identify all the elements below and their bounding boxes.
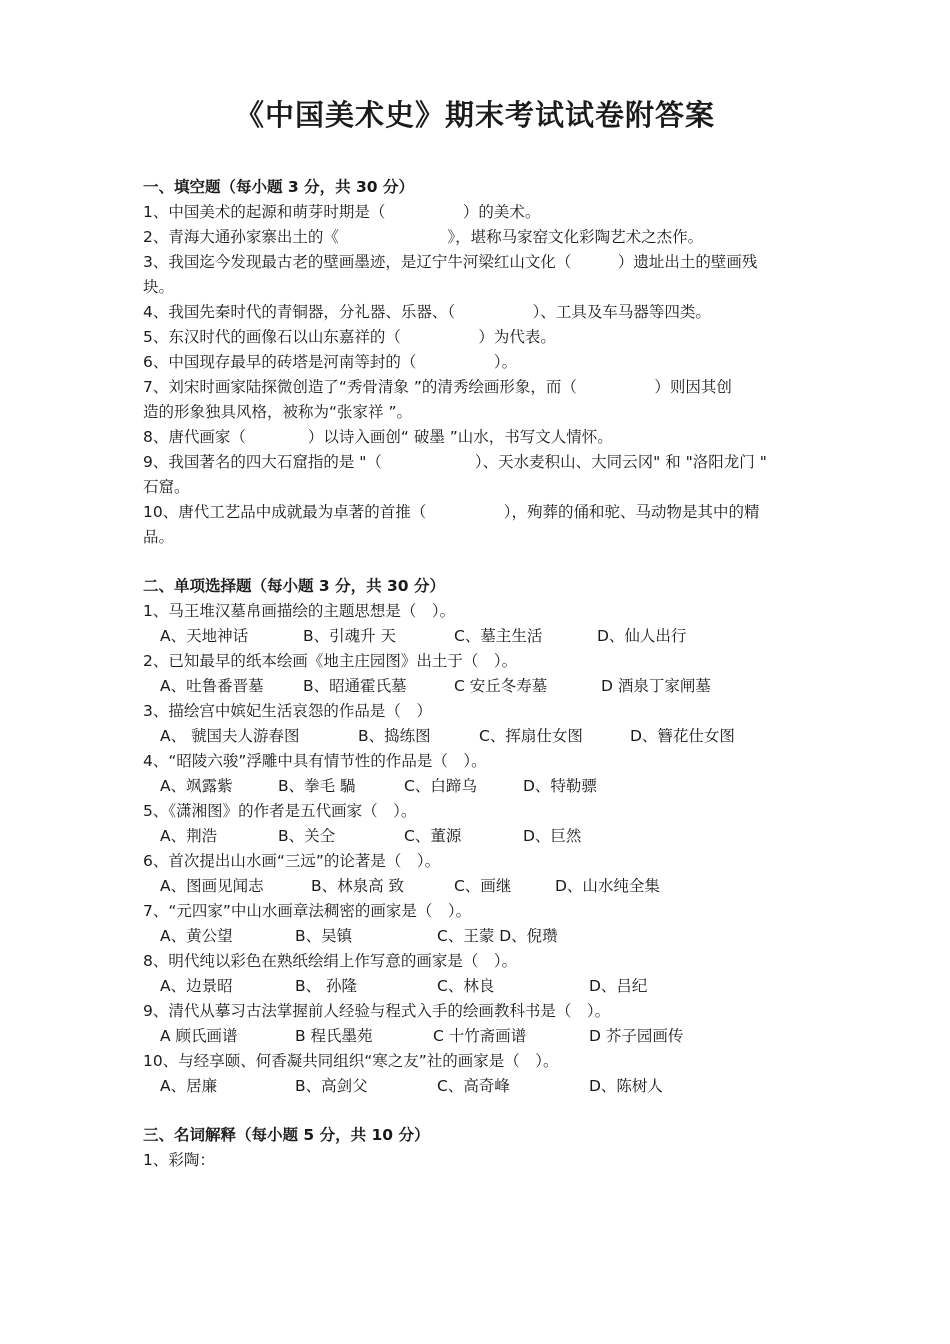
option: B、捣练图 (358, 727, 431, 745)
question: 2、已知最早的纸本绘画《地主庄园图》出土于（ ）。 (143, 652, 518, 670)
question: 10、与经享颐、何香凝共同组织“寒之友”社的画家是（ ）。 (143, 1052, 559, 1070)
fill-line: 1、中国美术的起源和萌芽时期是（ ）的美术。 (143, 203, 541, 221)
options-row (160, 924, 800, 949)
fill-line: 造的形象独具风格，被称为“张家祥 ”。 (143, 403, 412, 421)
option: C、高奇峰 (437, 1077, 510, 1095)
fill-line: 9、我国著名的四大石窟指的是 "（ ）、天水麦积山、大同云冈" 和 "洛阳龙门 " (143, 453, 767, 471)
option: B、 孙隆 (295, 977, 358, 995)
question: 7、“元四家”中山水画章法稠密的画家是（ ）。 (143, 902, 472, 920)
option: B、林泉高 致 (311, 877, 405, 895)
fill-line: 块。 (143, 278, 175, 296)
options-row (160, 1074, 800, 1099)
option: A、黄公望 (160, 927, 233, 945)
options-row (160, 974, 800, 999)
option: B、引魂升 天 (303, 627, 397, 645)
option: A、天地神话 (160, 627, 249, 645)
option: C 十竹斋画谱 (433, 1027, 527, 1045)
option: D、特勒骠 (523, 777, 597, 795)
section2-heading: 二、单项选择题（每小题 3 分，共 30 分） (143, 577, 445, 595)
option: D 酒泉丁家闸墓 (601, 677, 711, 695)
option: A、荆浩 (160, 827, 218, 845)
options-row (160, 774, 800, 799)
options-row (160, 624, 800, 649)
option: C 安丘冬寿墓 (454, 677, 548, 695)
option: A、居廉 (160, 1077, 218, 1095)
fill-line: 2、青海大通孙家寨出土的《 》，堪称马家窑文化彩陶艺术之杰作。 (143, 228, 704, 246)
option: C、画继 (454, 877, 512, 895)
fill-line: 8、唐代画家（ ）以诗入画创“ 破墨 ”山水，书写文人情怀。 (143, 428, 613, 446)
option: A、边景昭 (160, 977, 233, 995)
question: 9、清代从摹习古法掌握前人经验与程式入手的绘画教科书是（ ）。 (143, 1002, 611, 1020)
fill-line: 3、我国迄今发现最古老的壁画墨迹，是辽宁牛河梁红山文化（ ）遗址出土的壁画残 (143, 253, 758, 271)
option: A 顾氏画谱 (160, 1027, 238, 1045)
page-title: 《中国美术史》期末考试试卷附答案 (234, 98, 715, 132)
option: C、挥扇仕女图 (479, 727, 583, 745)
option: A、飒露紫 (160, 777, 233, 795)
options-row (160, 674, 800, 699)
fill-line: 石窟。 (143, 478, 190, 496)
term-line: 1、彩陶： (143, 1151, 215, 1169)
option: B 程氏墨苑 (295, 1027, 373, 1045)
fill-line: 7、刘宋时画家陆探微创造了“秀骨清象 ”的清秀绘画形象，而（ ）则因其创 (143, 378, 732, 396)
options-row (160, 874, 800, 899)
option: D、山水纯全集 (555, 877, 660, 895)
option: C、董源 (404, 827, 462, 845)
question: 4、“昭陵六骏”浮雕中具有情节性的作品是（ ）。 (143, 752, 487, 770)
option: C、林良 (437, 977, 495, 995)
option: B、拳毛 騧 (278, 777, 356, 795)
fill-line: 5、东汉时代的画像石以山东嘉祥的（ ）为代表。 (143, 328, 556, 346)
option: D 芥子园画传 (589, 1027, 684, 1045)
option: B、关仝 (278, 827, 336, 845)
option: B、吴镇 (295, 927, 353, 945)
option: A、 虢国夫人游春图 (160, 727, 300, 745)
fill-line: 品。 (143, 528, 175, 546)
fill-line: 10、唐代工艺品中成就最为卓著的首推（ ），殉葬的俑和驼、马动物是其中的精 (143, 503, 760, 521)
option: A、图画见闻志 (160, 877, 264, 895)
option: D、仙人出行 (597, 627, 687, 645)
section3-heading: 三、名词解释（每小题 5 分，共 10 分） (143, 1126, 430, 1144)
fill-line: 4、我国先秦时代的青铜器，分礼器、乐器、（ ）、工具及车马器等四类。 (143, 303, 711, 321)
option: B、昭通霍氏墓 (303, 677, 407, 695)
option: B、高剑父 (295, 1077, 368, 1095)
question: 3、描绘宫中嫔妃生活哀怨的作品是（ ） (143, 702, 432, 720)
option: A、吐鲁番晋墓 (160, 677, 264, 695)
option: C、王蒙 D、倪瓒 (437, 927, 558, 945)
options-row (160, 724, 800, 749)
option: C、白蹄乌 (404, 777, 477, 795)
question: 5、《潇湘图》的作者是五代画家（ ）。 (143, 802, 417, 820)
question: 1、马王堆汉墓帛画描绘的主题思想是（ ）。 (143, 602, 456, 620)
section1-heading: 一、填空题（每小题 3 分，共 30 分） (143, 178, 414, 196)
option: D、巨然 (523, 827, 582, 845)
question: 6、首次提出山水画“三远”的论著是（ ）。 (143, 852, 441, 870)
option: D、陈树人 (589, 1077, 663, 1095)
option: D、吕纪 (589, 977, 648, 995)
fill-line: 6、中国现存最早的砖塔是河南等封的（ ）。 (143, 353, 518, 371)
option: D、簪花仕女图 (630, 727, 735, 745)
option: C、墓主生活 (454, 627, 543, 645)
options-row (160, 824, 800, 849)
options-row (160, 1024, 800, 1049)
question: 8、明代纯以彩色在熟纸绘绢上作写意的画家是（ ）。 (143, 952, 518, 970)
